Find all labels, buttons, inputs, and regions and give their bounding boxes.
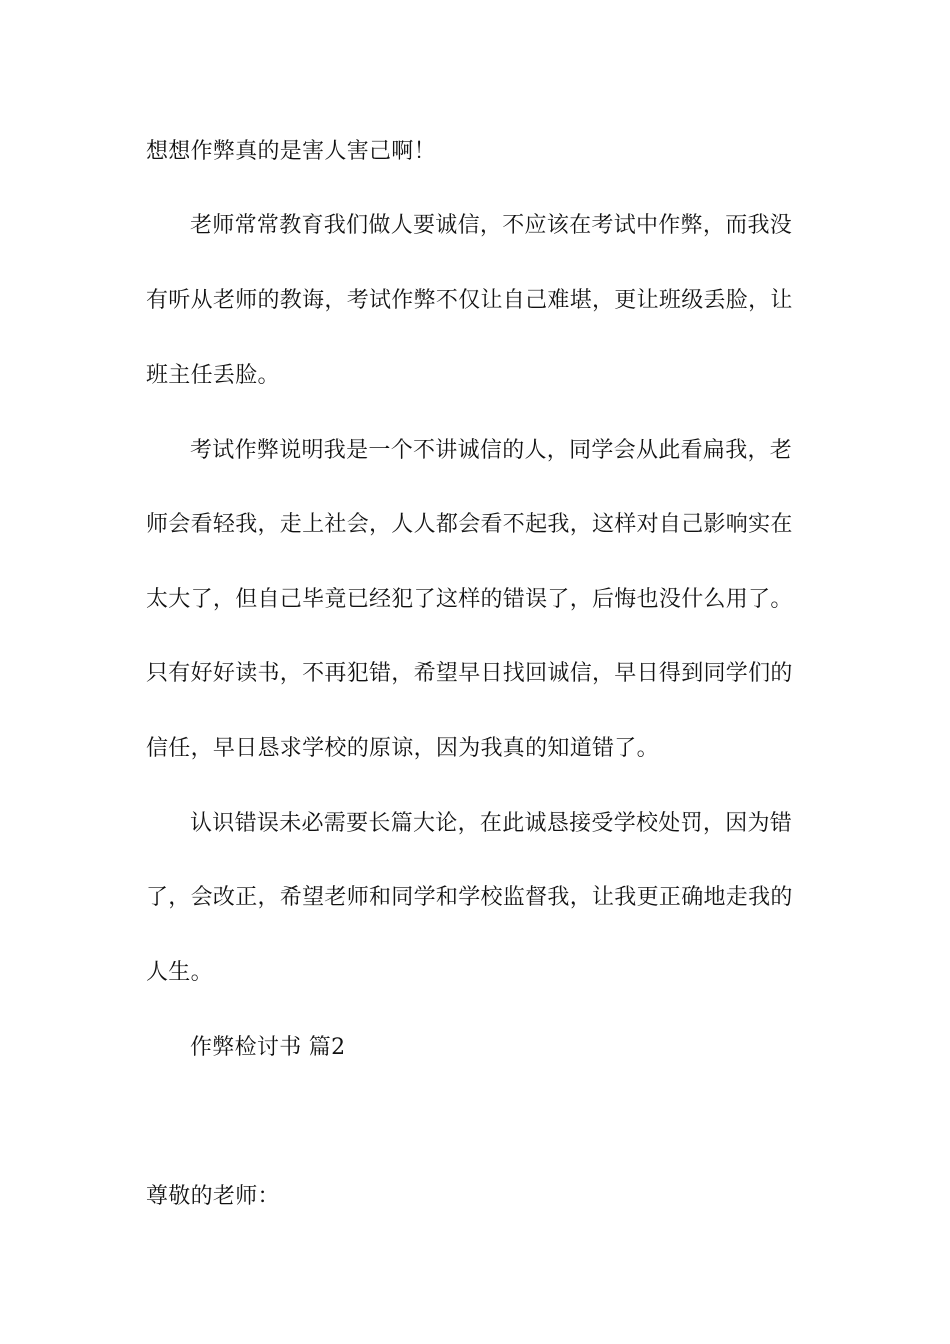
paragraph-line: 人生。 — [146, 960, 213, 985]
paragraph-line: 班主任丢脸。 — [146, 363, 280, 388]
paragraph-line: 太大了，但自己毕竟已经犯了这样的错误了，后悔也没什么用了。 — [146, 587, 793, 612]
paragraph-line: 信任，早日恳求学校的原谅，因为我真的知道错了。 — [146, 736, 659, 761]
paragraph-line: 了，会改正，希望老师和同学和学校监督我，让我更正确地走我的 — [146, 885, 793, 910]
paragraph-line: 考试作弊说明我是一个不讲诚信的人，同学会从此看扁我，老 — [190, 438, 793, 463]
section-heading: 作弊检讨书 篇2 — [190, 1035, 346, 1060]
paragraph-line: 只有好好读书，不再犯错，希望早日找回诚信，早日得到同学们的 — [146, 661, 793, 686]
paragraph-line: 师会看轻我，走上社会，人人都会看不起我，这样对自己影响实在 — [146, 512, 793, 537]
salutation: 尊敬的老师： — [146, 1184, 280, 1209]
paragraph-line: 认识错误未必需要长篇大论，在此诚恳接受学校处罚，因为错 — [190, 811, 793, 836]
paragraph-line: 有听从老师的教诲，考试作弊不仅让自己难堪，更让班级丢脸，让 — [146, 288, 793, 313]
paragraph-line: 想想作弊真的是害人害己啊！ — [146, 139, 436, 164]
paragraph-line: 老师常常教育我们做人要诚信，不应该在考试中作弊，而我没 — [190, 213, 793, 238]
